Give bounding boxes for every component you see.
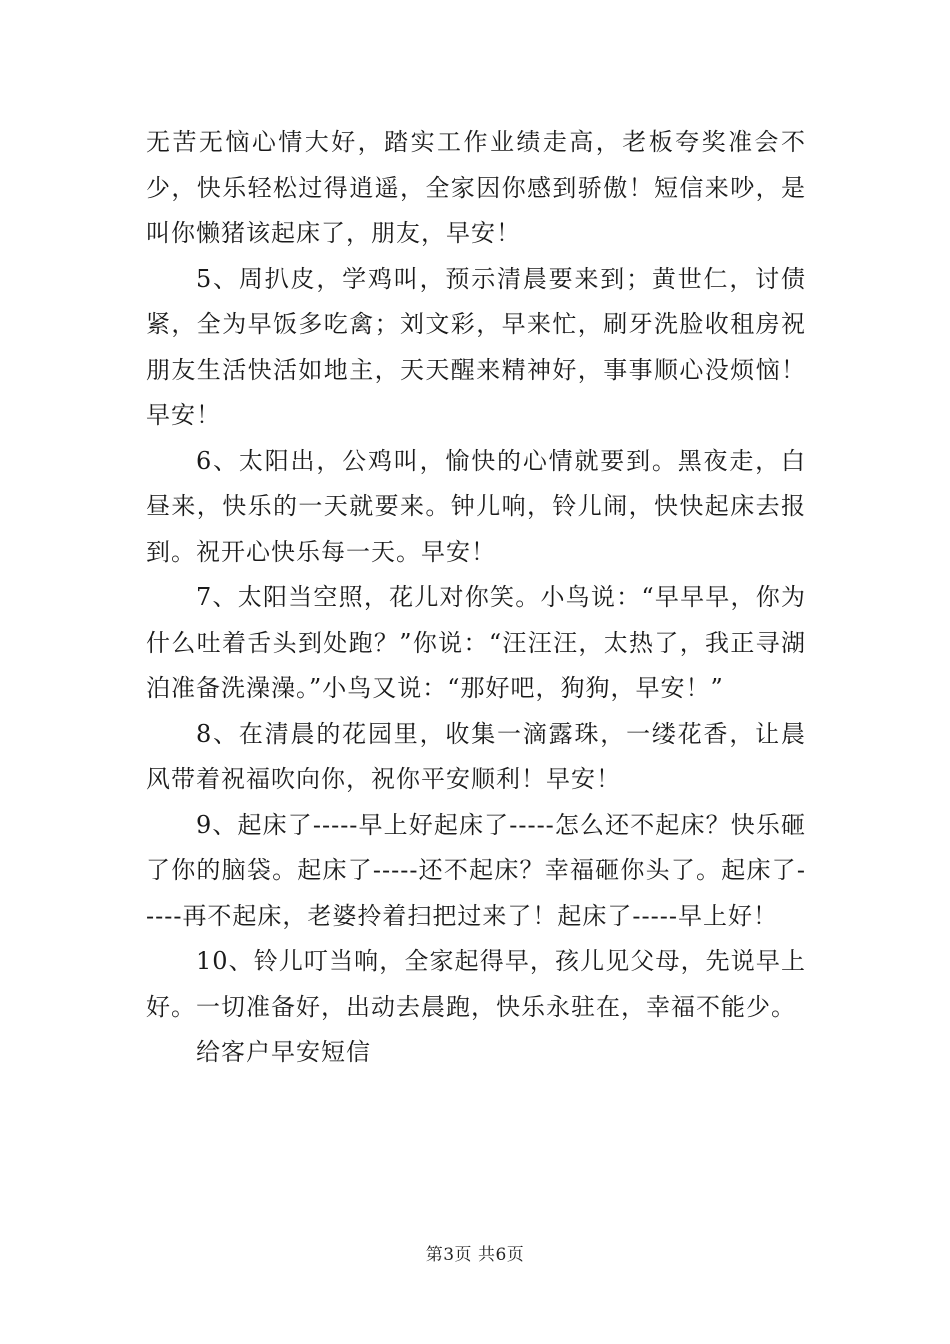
paragraph-item-8: 8、在清晨的花园里，收集一滴露珠，一缕花香，让晨风带着祝福吹向你，祝你平安顺利！早安！: [146, 719, 806, 793]
paragraph-item-9: 9、起床了-----早上好起床了-----怎么还不起床？快乐砸了你的脑袋。起床了-----还不起床？幸福砸你头了。起床了-----再不起床，老婆拎着扫把过来了！起床了-----早上好！: [146, 810, 806, 930]
section-heading: 给客户早安短信: [196, 1038, 371, 1066]
document-body: [146, 120, 806, 1076]
paragraph-item-6: 6、太阳出，公鸡叫，愉快的心情就要到。黑夜走，白昼来，快乐的一天就要来。钟儿响，铃儿闹，快快起床去报到。祝开心快乐每一天。早安！: [146, 446, 806, 566]
paragraph-continuation: 无苦无恼心情大好，踏实工作业绩走高，老板夸奖准会不少，快乐轻松过得逍遥，全家因你感到骄傲！短信来吵，是叫你懒猪该起床了，朋友，早安！: [146, 128, 806, 247]
paragraph-item-5: 5、周扒皮，学鸡叫，预示清晨要来到；黄世仁，讨债紧，全为早饭多吃禽；刘文彩，早来忙，刷牙洗脸收租房祝朋友生活快活如地主，天天醒来精神好，事事顺心没烦恼！早安！: [146, 264, 806, 429]
paragraph-item-10: 10、铃儿叮当响，全家起得早，孩儿见父母，先说早上好。一切准备好，出动去晨跑，快乐永驻在，幸福不能少。: [146, 947, 806, 1021]
paragraph-item-7: 7、太阳当空照，花儿对你笑。小鸟说：“早早早，你为什么吐着舌头到处跑？”你说：“汪汪汪，太热了，我正寻湖泊准备洗澡澡。”小鸟又说：“那好吧，狗狗，早安！”: [146, 583, 806, 702]
page-number-footer: 第3页 共6页: [425, 1245, 525, 1265]
